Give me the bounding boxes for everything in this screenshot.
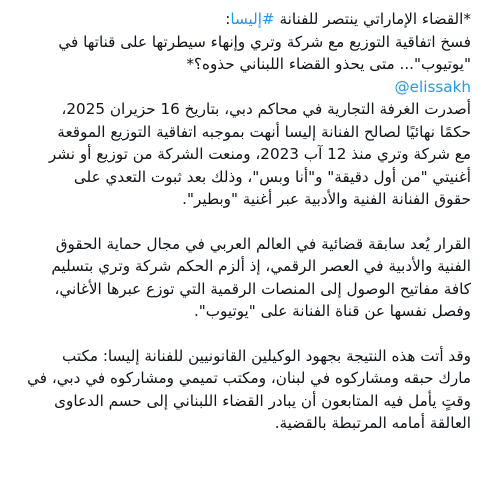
paragraph-3-line: العالقة أمامه المرتبطة بالقضية. xyxy=(274,414,471,432)
headline-colon: : xyxy=(225,10,231,28)
paragraph-1-line: حكمًا نهائيًا لصالح الفنانة إليسا أنهت بموجبه اتفاقية التوزيع الموقعة xyxy=(57,122,471,141)
paragraph-2-line: وفصل نفسها عن قناة الفنانة على "يوتيوب". xyxy=(193,302,471,320)
mention-line xyxy=(10,76,471,99)
paragraph-1-line: أصدرت الغرفة التجارية في محاكم دبي، بتاريخ 16 حزيران 2025، xyxy=(61,100,471,118)
paragraph-1 xyxy=(10,98,471,211)
headline-prefix: *القضاء الإماراتي ينتصر للفنانة xyxy=(274,10,471,28)
paragraph-gap xyxy=(10,323,471,345)
paragraph-2-line: الفنية والأدبية في العصر الرقمي، إذ ألزم الحكم شركة وتري بتسليم xyxy=(51,257,471,275)
paragraph-2 xyxy=(10,233,471,323)
headline-line-1 xyxy=(10,8,471,31)
paragraph-2-line: القرار يُعد سابقة قضائية في العالم العربي في مجال حماية الحقوق xyxy=(55,234,471,253)
paragraph-3-line: مارك حبقه ومشاركوه في لبنان، ومكتب تميمي ومشاركوه في دبي، في xyxy=(27,369,471,387)
paragraph-3-line: وقد أتت هذه النتيجة بجهود الوكيلين القانونيين للفنانة إليسا: مكتب xyxy=(61,346,471,365)
paragraph-3-line: وقتٍ يأمل فيه المتابعون أن يبادر القضاء اللبناني إلى حسم الدعاوى xyxy=(54,391,471,410)
paragraph-1-line: مع شركة وتري منذ 12 آب 2023، ومنعت الشركة من توزيع أو نشر xyxy=(48,145,471,163)
paragraph-1-line: حقوق الفنانة الفنية والأدبية عبر أغنية "وبطير". xyxy=(182,190,471,208)
paragraph-3 xyxy=(10,345,471,435)
headline-line-3: "يوتيوب"... متى يحذو القضاء اللبناني حذوه؟* xyxy=(186,55,471,73)
paragraph-2-line: كافة مفاتيح الوصول إلى المنصات الرقمية التي توزع عبرها الأغاني، xyxy=(54,279,471,298)
hashtag-link[interactable]: #إليسا xyxy=(230,10,275,28)
headline-line-2: فسخ اتفاقية التوزيع مع شركة وتري وإنهاء سيطرتها على قناتها في xyxy=(58,32,471,51)
paragraph-gap xyxy=(10,211,471,233)
paragraph-1-line: أغنيتي "من أول دقيقة" و"أنا وبس"، وذلك بعد ثبوت التعدي على xyxy=(73,167,471,186)
mention-link[interactable]: @elissakh xyxy=(394,77,471,96)
